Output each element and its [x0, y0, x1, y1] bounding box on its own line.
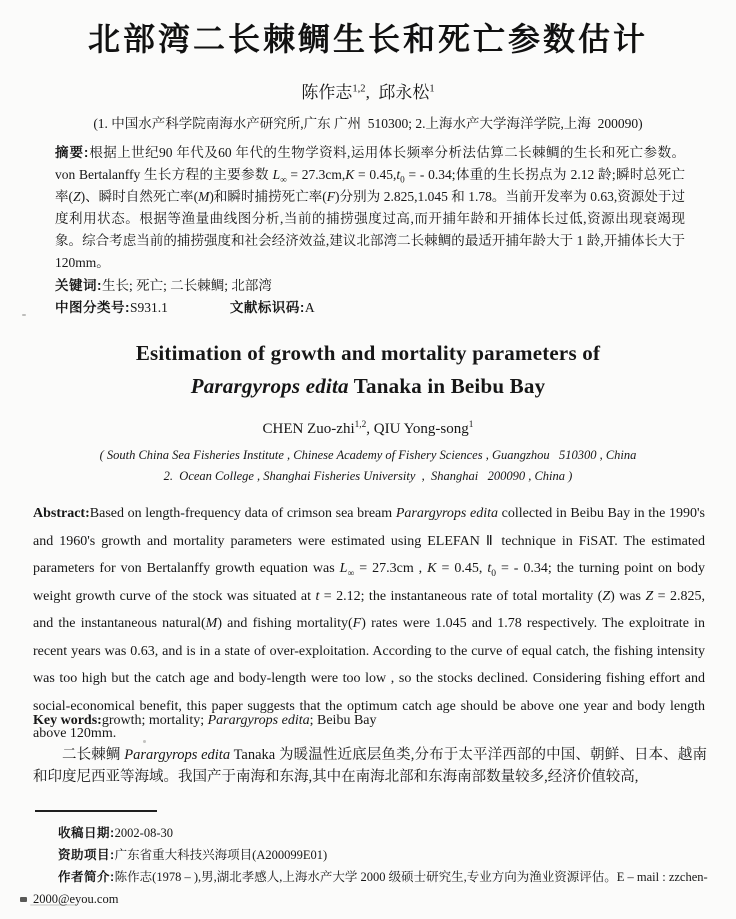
footnote-divider: [35, 810, 157, 812]
footnote-author-bio: 作者简介:陈作志(1978 – ),男,湖北孝感人,上海水产大学 2000 级硕士研究生,专业方向为渔业资源评估。E – mail : zzchen-2000@eyou.com: [33, 870, 708, 906]
footnotes: [33, 822, 709, 910]
authors-en: CHEN Zuo-zhi$^{1,2}$, QIU Yong-song$^1$: [262, 420, 474, 437]
intro-paragraph: 二长棘鲷 Parargyrops edita Tanaka 为暖温性近底层鱼类,分布于太平洋西部的中国、朝鲜、日本、越南和印度尼西亚等海域。我国产于南海和东海,其中在南海北部和东海南部数量较多,经济价值较高,: [33, 747, 708, 785]
clc-line: 中图分类号:S931.1 文献标识码:A: [55, 300, 315, 315]
scan-speck: [20, 897, 27, 902]
scan-speck: [143, 740, 146, 743]
affiliation-en-line2: 2. Ocean College , Shanghai Fisheries University , Shanghai 200090 , China ): [163, 469, 573, 483]
scan-speck: [22, 314, 26, 316]
footnote-received-date: 收稿日期:2002-08-30: [58, 826, 173, 840]
affiliation-en-line1: ( South China Sea Fisheries Institute , Chinese Academy of Fishery Sciences , Guangzhou 510300 , China: [99, 448, 637, 462]
affiliation-zh: (1. 中国水产科学院南海水产研究所,广东 广州 510300; 2.上海水产大学海洋学院,上海 200090): [93, 116, 643, 131]
keywords-en: Key words:growth; mortality; Parargyrops edita; Beibu Bay: [33, 713, 377, 728]
paper-title-en-line1: Esitimation of growth and mortality parameters of: [135, 341, 601, 365]
footnote-funding: 资助项目:广东省重大科技兴海项目(A200099E01): [58, 848, 328, 862]
scan-speck: [30, 904, 76, 906]
keywords-zh: 关键词:生长; 死亡; 二长棘鲷; 北部湾: [55, 278, 272, 293]
abstract-en: Abstract:Based on length-frequency data of crimson sea bream Parargyrops edita collected in Beibu Bay in the 1990's and 1960's growth and mortality parameters were estimated using ELEFAN Ⅱ technique in FiSAT. The estimated parameters for von Bertalanffy growth equation was $L_\infty = 27.3cm$ , K = 0.45, $t_0$ = - 0.34; the turning point on body weight growth curve of the stock was situated at t = 2.12; the instantaneous rate of total mortality (Z) was Z = 2.825, and the instantaneous natural(M) and fishing mortality(F) rates were 1.045 and 1.78 respectively. The exploitrate in recent years was 0.63, and is in a state of over-exploitation. According to the curve of equal catch, the fishing intensity was too high but the catch age and body-length were too low , so the stocks declined. Considering fishing effort and social-economical benefit, this paper suggests that the optimum catch age should be above one year and body length above 120mm.: [33, 506, 706, 741]
abstract-zh: 摘要:根据上世纪90 年代及60 年代的生物学资料,运用体长频率分析法估算二长棘鲷的生长和死亡参数。von Bertalanffy 生长方程的主要参数 $L_\infty = 27.3cm,K = 0.45,t_0$ = - 0.34;体重的生长拐点为 2.12 龄;瞬时总死亡率(Z)、瞬时自然死亡率(M)和瞬时捕捞死亡率(F)分别为 2.825,1.045 和 1.78。当前开发率为 0.63,资源处于过度利用状态。根据等渔量曲线图分析,当前的捕捞强度过高,而开捕年龄和开捕体长过低,资源出现衰竭现象。综合考虑当前的捕捞强度和社会经济效益,建议北部湾二长棘鲷的最适开捕年龄大于 1 龄,开捕体长大于120mm。: [55, 145, 686, 270]
paper-title-zh: 北部湾二长棘鲷生长和死亡参数估计: [87, 21, 648, 57]
paper-title-en-line2: Parargyrops edita Tanaka in Beibu Bay: [190, 374, 546, 398]
authors-zh: 陈作志$^{1,2}$, 邱永松$^1$: [301, 83, 435, 102]
